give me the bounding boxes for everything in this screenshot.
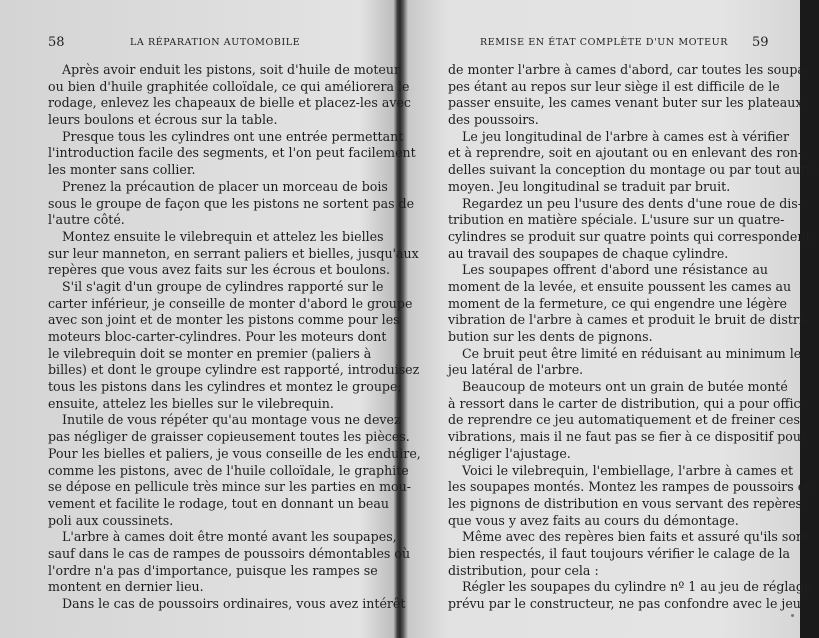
- text-line: prévu par le constructeur, ne pas confondre avec le jeu: [448, 596, 801, 611]
- text-line: moyen. Jeu longitudinal se traduit par bruit.: [448, 178, 731, 194]
- text-line: l'introduction facile des segments, et l'on peut facilement: [48, 145, 416, 161]
- text-line: S'il s'agit d'un groupe de cylindres rapporté sur le: [62, 278, 384, 294]
- text-line: négliger l'ajustage.: [448, 445, 571, 461]
- text-line: rodage, enlevez les chapeaux de bielle et placez-les avec: [48, 95, 411, 111]
- text-line: L'arbre à cames doit être monté avant les soupapes,: [62, 529, 397, 545]
- text-line: vibration de l'arbre à cames et produit le bruit de distri-: [448, 312, 808, 328]
- text-line: Regardez un peu l'usure des dents d'une roue de dis-: [462, 195, 803, 211]
- text-line: Montez ensuite le vilebrequin et attelez les bielles: [62, 228, 384, 244]
- text-line: les monter sans collier.: [48, 162, 196, 178]
- text-line: avec son joint et de monter les pistons comme pour les: [48, 312, 400, 328]
- page-number-left: 58: [48, 35, 65, 50]
- text-line: delles suivant la conception du montage ou par tout autre: [448, 162, 819, 178]
- text-line: bien respectés, il faut toujours vérifier le calage de la: [448, 545, 791, 561]
- right-page: [404, 0, 819, 638]
- text-line: de reprendre ce jeu automatiquement et de freiner ces: [448, 412, 800, 428]
- text-line: les soupapes montés. Montez les rampes de poussoirs et: [448, 479, 811, 495]
- text-line: Les soupapes offrent d'abord une résistance au: [462, 262, 768, 278]
- text-line: bution sur les dents de pignons.: [448, 329, 653, 344]
- text-line: et à reprendre, soit en ajoutant ou en enlevant des ron-: [448, 145, 803, 161]
- text-line: tribution en matière spéciale. L'usure sur un quatre-: [448, 212, 785, 228]
- text-line: passer ensuite, les cames venant buter sur les plateaux: [448, 95, 803, 111]
- text-line: poli aux coussinets.: [48, 512, 174, 528]
- text-line: montent en dernier lieu.: [48, 579, 204, 595]
- text-line: Même avec des repères bien faits et assuré qu'ils sont: [462, 529, 810, 545]
- text-line: carter inférieur, je conseille de monter d'abord le groupe: [48, 295, 413, 311]
- text-line: l'autre côté.: [48, 212, 125, 228]
- text-line: Ce bruit peut être limité en réduisant au minimum le: [462, 345, 802, 361]
- text-line: des poussoirs.: [448, 112, 539, 128]
- text-line: sur leur manneton, en serrant paliers et bielles, jusqu'aux: [48, 245, 419, 261]
- text-line: le vilebrequin doit se monter en premier (paliers à: [48, 345, 372, 361]
- text-line: moment de la fermeture, ce qui engendre une légère: [448, 295, 787, 311]
- text-line: vibrations, mais il ne faut pas se fier à ce dispositif pour: [448, 429, 807, 445]
- text-line: cylindres se produit sur quatre points qui correspondent: [448, 228, 811, 244]
- text-line: sous le groupe de façon que les pistons ne sortent pas de: [48, 195, 415, 211]
- running-head-right: REMISE EN ÉTAT COMPLÈTE D'UN MOTEUR: [480, 37, 728, 48]
- text-line: que vous y avez faits au cours du démontage.: [448, 512, 739, 528]
- text-line: vement et facilite le rodage, tout en donnant un beau: [48, 495, 389, 511]
- text-line: moteurs bloc-carter-cylindres. Pour les moteurs dont: [48, 329, 387, 344]
- left-page-body: [48, 62, 421, 613]
- text-line: Dans le cas de poussoirs ordinaires, vous avez intérêt: [62, 596, 406, 611]
- text-line: ensuite, attelez les bielles sur le vilebrequin.: [48, 395, 334, 411]
- text-line: billes) et dont le groupe cylindre est rapporté, introduisez: [48, 362, 420, 378]
- running-head-left: LA RÉPARATION AUTOMOBILE: [130, 37, 301, 48]
- text-line: Après avoir enduit les pistons, soit d'huile de moteur: [62, 62, 400, 77]
- text-line: Beaucoup de moteurs ont un grain de butée monté: [462, 379, 788, 395]
- text-line: Le jeu longitudinal de l'arbre à cames est à vérifier: [462, 128, 790, 144]
- text-line: jeu latéral de l'arbre.: [448, 362, 584, 378]
- text-line: se dépose en pellicule très mince sur les parties en mou-: [48, 479, 411, 495]
- text-line: sauf dans le cas de rampes de poussoirs démontables où: [48, 545, 411, 561]
- text-line: Pour les bielles et paliers, je vous conseille de les enduire,: [48, 445, 421, 461]
- page-number-right: 59: [752, 35, 769, 50]
- text-line: ou bien d'huile graphitée colloïdale, ce qui améliorera le: [48, 78, 410, 94]
- text-line: distribution, pour cela :: [448, 562, 599, 578]
- text-line: pas négliger de graisser copieusement toutes les pièces.: [48, 429, 410, 445]
- text-line: à ressort dans le carter de distribution, qui a pour office: [448, 395, 809, 411]
- text-line: Prenez la précaution de placer un morceau de bois: [62, 178, 388, 194]
- text-line: Inutile de vous répéter qu'au montage vous ne devez: [62, 412, 401, 428]
- text-line: pes étant au repos sur leur siège il est difficile de le: [448, 78, 780, 94]
- text-line: leurs boulons et écrous sur la table.: [48, 112, 278, 128]
- text-line: tous les pistons dans les cylindres et montez le groupe;: [48, 379, 402, 395]
- text-line: Régler les soupapes du cylindre nº 1 au jeu de réglage: [462, 579, 812, 595]
- text-line: au travail des soupapes de chaque cylindre.: [448, 245, 729, 261]
- page-edge-dot: [791, 614, 794, 617]
- text-line: comme les pistons, avec de l'huile colloïdale, le graphite: [48, 462, 409, 478]
- right-page-body: [448, 62, 819, 613]
- text-line: de monter l'arbre à cames d'abord, car toutes les soupa-: [448, 62, 810, 77]
- text-line: Voici le vilebrequin, l'embiellage, l'arbre à cames et: [462, 462, 794, 478]
- text-line: Presque tous les cylindres ont une entrée permettant: [62, 128, 404, 144]
- text-line: moment de la levée, et ensuite poussent les cames au: [448, 278, 792, 294]
- text-line: repères que vous avez faits sur les écrous et boulons.: [48, 262, 390, 278]
- text-line: les pignons de distribution en vous servant des repères: [448, 495, 802, 511]
- text-line: l'ordre n'a pas d'importance, puisque les rampes se: [48, 562, 378, 578]
